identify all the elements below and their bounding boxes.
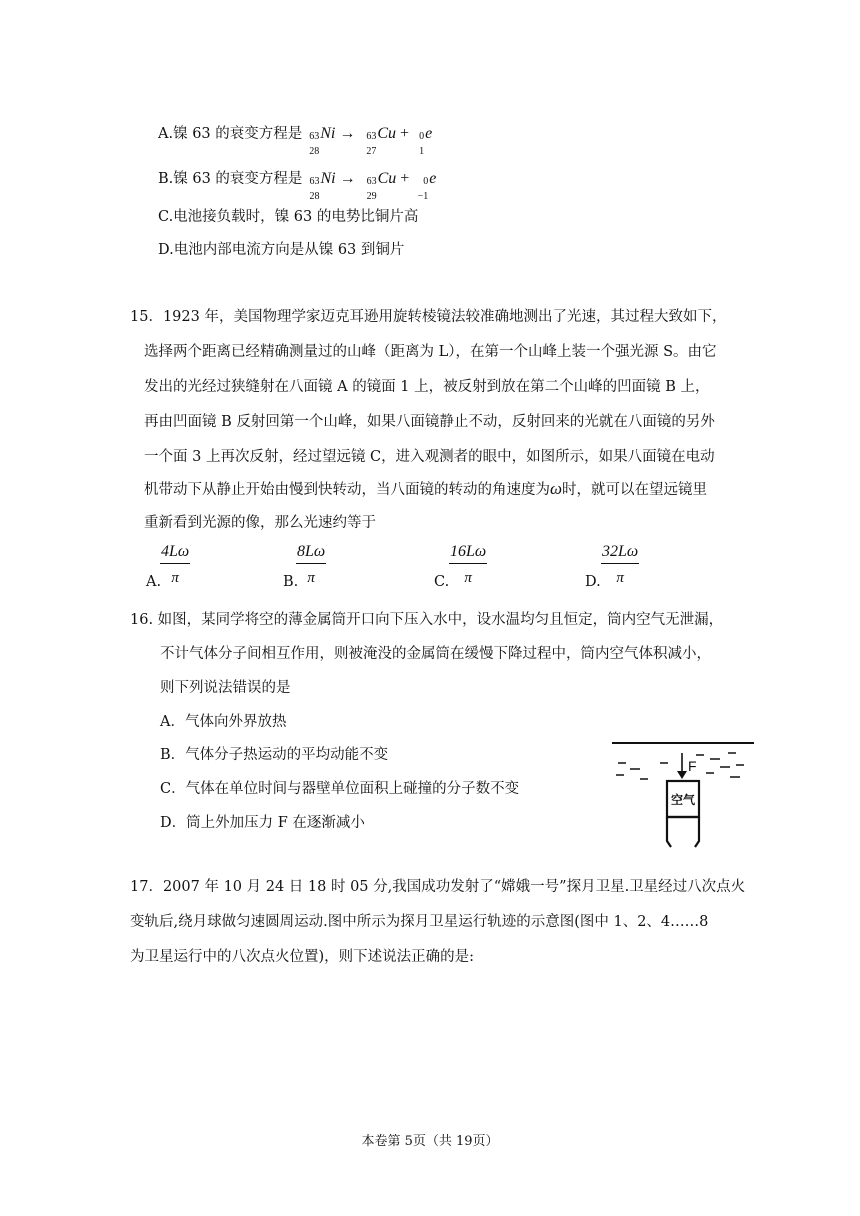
cylinder-air-label: 空气: [671, 793, 696, 807]
q15-option-c-letter: C.: [434, 574, 450, 590]
q15-option-b-fraction: $\frac{8L\omega}{\pi}$: [297, 543, 326, 586]
q16-line-2: 不计气体分子间相互作用，则被淹没的金属筒在缓慢下降过程中，筒内空气体积减小，: [160, 646, 711, 662]
q15-line-2: 选择两个距离已经精确测量过的山峰（距离为 L），在第一个山峰上装一个强光源 S。由它: [144, 344, 717, 360]
q16-line-1: 16. 如图，某同学将空的薄金属筒开口向下压入水中，设水温均匀且恒定，筒内空气无泄漏，: [130, 612, 724, 628]
q15-option-c-fraction: $\frac{16L\omega}{\pi}$: [450, 543, 487, 586]
q16-option-d: D．筒上外加压力 F 在逐渐减小: [160, 815, 365, 831]
q17-line-3: 为卫星运行中的八次点火位置)，则下述说法正确的是:: [130, 949, 475, 965]
q15-line-4: 再由凹面镜 B 反射回第一个山峰，如果八面镜静止不动，反射回来的光就在八面镜的另外: [144, 414, 715, 430]
q16-option-a: A．气体向外界放热: [160, 714, 287, 730]
q15-line-6: 机带动下从静止开始由慢到快转动，当八面镜的转动的角速度为ω时，就可以在望远镜里: [144, 479, 708, 498]
q15-line-1: 15．1923 年，美国物理学家迈克耳逊用旋转棱镜法较准确地测出了光速，其过程大致如下，: [130, 309, 727, 325]
q14-option-b: [158, 163, 437, 203]
cylinder-lower-walls: [667, 817, 699, 847]
q14-option-b-text: B.镍 63 的衰变方程是: [158, 171, 303, 187]
q14-option-b-equation: 63 28 Ni → 63 29 Cu + 0 −1 e: [309, 170, 437, 203]
q17-line-2: 变轨后,绕月球做匀速圆周运动.图中所示为探月卫星运行轨迹的示意图(图中 1、2、4……8: [130, 914, 709, 930]
force-arrow-head: [677, 771, 687, 779]
q15-option-d-fraction: $\frac{32L\omega}{\pi}$: [602, 543, 639, 586]
submerged-cylinder-figure: [610, 735, 760, 860]
q15-line-5: 一个面 3 上再次反射，经过望远镜 C，进入观测者的眼中，如图所示，如果八面镜在电动: [144, 449, 715, 465]
q16-option-b: B．气体分子热运动的平均动能不变: [160, 747, 389, 763]
page-footer: 本卷第 5页（共 19页）: [361, 1134, 499, 1149]
q15-line-7: 重新看到光源的像，那么光速约等于: [144, 515, 376, 531]
q17-line-1: 17．2007 年 10 月 24 日 18 时 05 分,我国成功发射了“嫦娥一号”探月卫星.卫星经过八次点火: [130, 879, 746, 895]
q14-option-d: D.电池内部电流方向是从镍 63 到铜片: [158, 242, 405, 258]
q14-option-c: C.电池接负载时，镍 63 的电势比铜片高: [158, 209, 419, 225]
q15-option-d-letter: D.: [585, 574, 601, 590]
q15-option-a-fraction: $\frac{4L\omega}{\pi}$: [161, 543, 190, 586]
q15-option-b-letter: B.: [283, 574, 299, 590]
omega-symbol: ω: [550, 479, 563, 498]
q16-line-3: 则下列说法错误的是: [160, 680, 291, 696]
force-label: F: [688, 758, 697, 774]
q15-line-3: 发出的光经过狭缝射在八面镜 A 的镜面 1 上，被反射到放在第二个山峰的凹面镜 B 上，: [144, 379, 710, 395]
q16-option-c: C．气体在单位时间与器壁单位面积上碰撞的分子数不变: [160, 781, 520, 797]
q15-option-a-letter: A.: [146, 574, 162, 590]
q14-option-a-text: A.镍 63 的衰变方程是: [158, 126, 303, 142]
q14-option-a: [158, 118, 433, 158]
q14-option-a-equation: 63 28 Ni → 63 27 Cu + 0 1 e: [309, 125, 433, 158]
